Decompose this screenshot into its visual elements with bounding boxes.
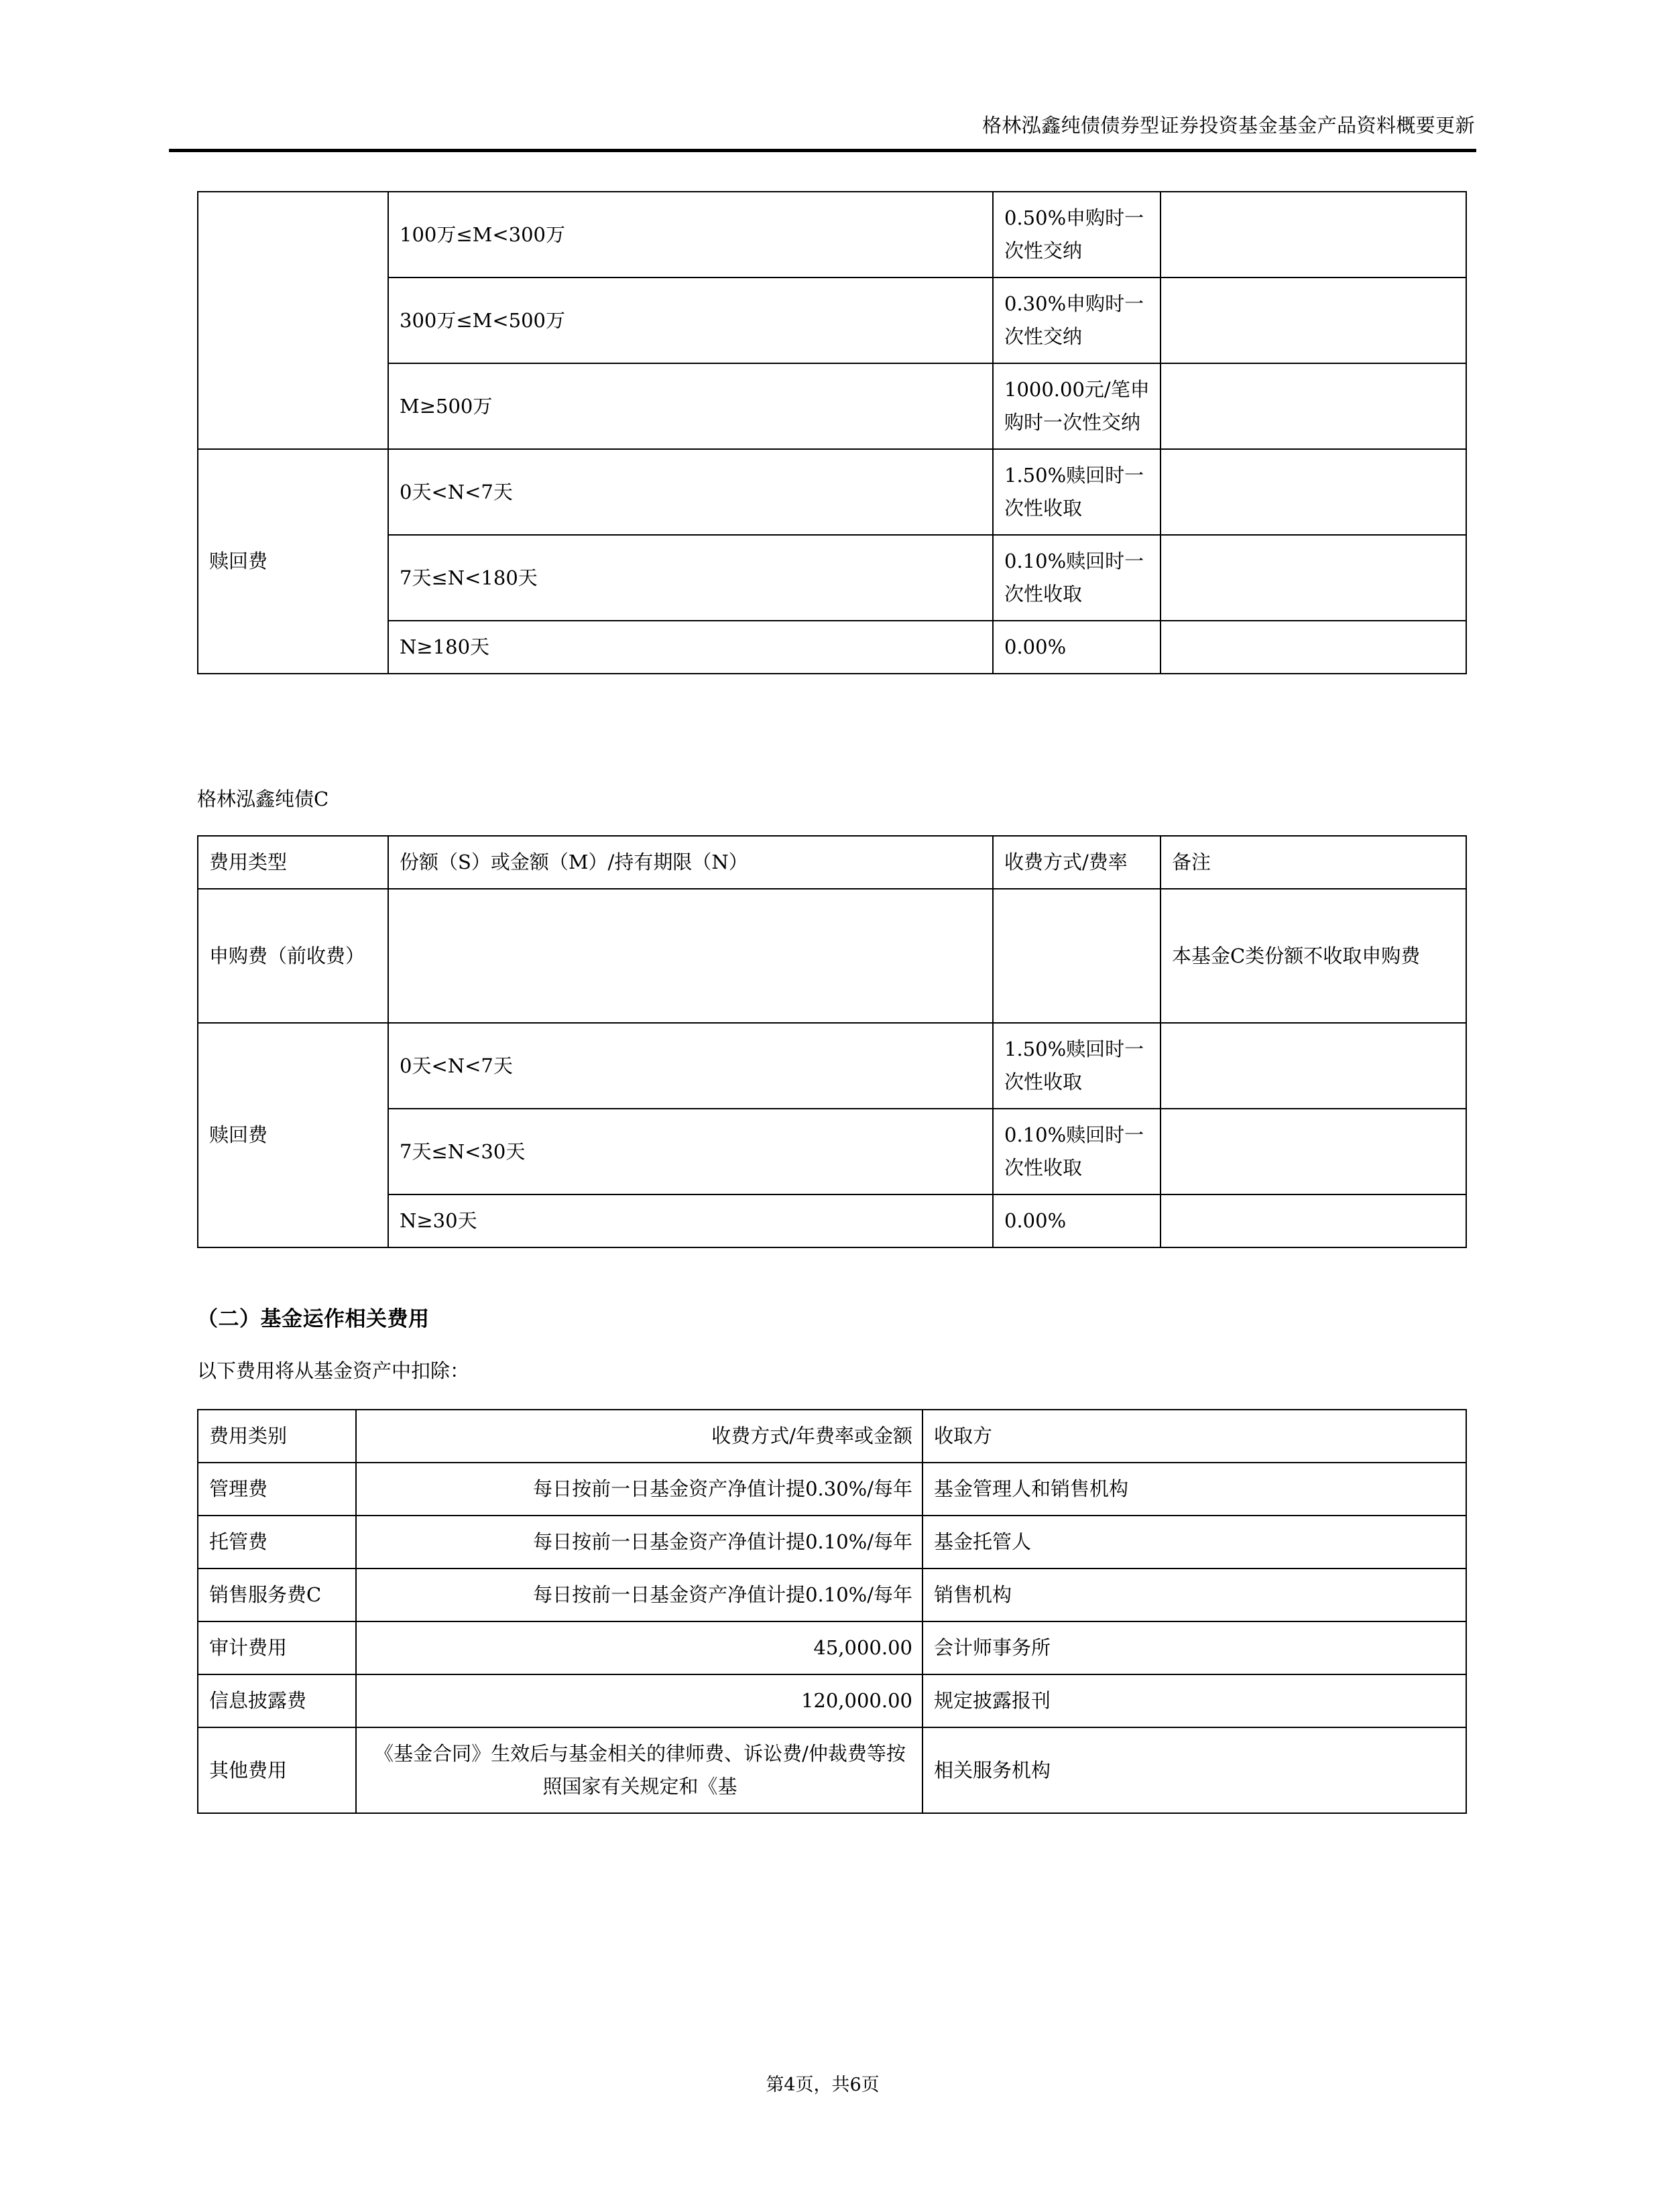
remark-cell: 本基金C类份额不收取申购费	[1161, 889, 1466, 1023]
tier-cell	[388, 889, 993, 1023]
table-row	[198, 192, 1466, 278]
rate-cell: 1000.00元/笔申购时一次性交纳	[993, 363, 1161, 449]
table-row	[198, 1516, 1466, 1569]
method-cell: 每日按前一日基金资产净值计提0.30%/每年	[356, 1463, 923, 1516]
header-fee-type: 费用类型	[198, 836, 388, 889]
rate-cell: 1.50%赎回时一次性收取	[993, 449, 1161, 535]
payee-cell: 销售机构	[923, 1569, 1466, 1621]
remark-cell	[1161, 278, 1466, 363]
rate-cell: 0.00%	[993, 621, 1161, 674]
operating-fee-table-wrap	[197, 1409, 1467, 1814]
tier-cell: 7天≤N<30天	[388, 1109, 993, 1194]
fee-type-cell-redemption: 赎回费	[198, 449, 388, 674]
table-row	[198, 1023, 1466, 1109]
header-rate: 收费方式/费率	[993, 836, 1161, 889]
fee-table-a	[197, 191, 1467, 674]
header-method: 收费方式/年费率或金额	[356, 1410, 923, 1463]
payee-cell: 基金管理人和销售机构	[923, 1463, 1466, 1516]
method-cell: 45,000.00	[356, 1621, 923, 1674]
table-row	[198, 449, 1466, 535]
table-row	[198, 1109, 1466, 1194]
category-cell: 销售服务费C	[198, 1569, 356, 1621]
remark-cell	[1161, 363, 1466, 449]
remark-cell	[1161, 192, 1466, 278]
rate-cell: 0.10%赎回时一次性收取	[993, 1109, 1161, 1194]
table-row	[198, 1674, 1466, 1727]
fee-type-cell-purchase: 申购费（前收费）	[198, 889, 388, 1023]
section-two-lead-text: 以下费用将从基金资产中扣除：	[197, 1359, 470, 1382]
method-cell: 每日按前一日基金资产净值计提0.10%/每年	[356, 1516, 923, 1569]
table-row	[198, 363, 1466, 449]
tier-cell: 100万≤M<300万	[388, 192, 993, 278]
tier-cell: N≥30天	[388, 1194, 993, 1247]
header-payee: 收取方	[923, 1410, 1466, 1463]
tier-cell: 300万≤M<500万	[388, 278, 993, 363]
page-number-footer: 第4页，共6页	[766, 2075, 880, 2095]
rate-cell	[993, 889, 1161, 1023]
table-header-row	[198, 1410, 1466, 1463]
rate-cell: 0.10%赎回时一次性收取	[993, 535, 1161, 621]
rate-cell: 0.00%	[993, 1194, 1161, 1247]
running-header-title: 格林泓鑫纯债债券型证券投资基金基金产品资料概要更新	[981, 114, 1475, 137]
remark-cell	[1161, 449, 1466, 535]
category-cell: 管理费	[198, 1463, 356, 1516]
category-cell: 信息披露费	[198, 1674, 356, 1727]
table-row	[198, 535, 1466, 621]
header-remark: 备注	[1161, 836, 1466, 889]
remark-cell	[1161, 535, 1466, 621]
tier-cell: 0天<N<7天	[388, 1023, 993, 1109]
remark-cell	[1161, 621, 1466, 674]
method-cell: 120,000.00	[356, 1674, 923, 1727]
rate-cell: 0.50%申购时一次性交纳	[993, 192, 1161, 278]
fee-type-cell-redemption: 赎回费	[198, 1023, 388, 1247]
fee-type-cell-purchase	[198, 192, 388, 449]
class-c-label: 格林泓鑫纯债C	[197, 788, 329, 810]
table-row	[198, 1194, 1466, 1247]
header-divider-rule	[169, 149, 1476, 152]
remark-cell	[1161, 1023, 1466, 1109]
table-row	[198, 1463, 1466, 1516]
tier-cell: 7天≤N<180天	[388, 535, 993, 621]
category-cell: 审计费用	[198, 1621, 356, 1674]
rate-cell: 1.50%赎回时一次性收取	[993, 1023, 1161, 1109]
rate-cell: 0.30%申购时一次性交纳	[993, 278, 1161, 363]
payee-cell: 规定披露报刊	[923, 1674, 1466, 1727]
fee-table-class-c	[197, 835, 1467, 1248]
page-content-area	[169, 0, 1476, 2212]
table-header-row	[198, 836, 1466, 889]
table-row	[198, 278, 1466, 363]
header-category: 费用类别	[198, 1410, 356, 1463]
fee-table-c	[197, 835, 1467, 1248]
tier-cell: 0天<N<7天	[388, 449, 993, 535]
tier-cell: N≥180天	[388, 621, 993, 674]
remark-cell	[1161, 1194, 1466, 1247]
payee-cell: 基金托管人	[923, 1516, 1466, 1569]
table-row	[198, 621, 1466, 674]
category-cell: 其他费用	[198, 1727, 356, 1813]
table-row	[198, 889, 1466, 1023]
table-row	[198, 1569, 1466, 1621]
table-row	[198, 1727, 1466, 1813]
remark-cell	[1161, 1109, 1466, 1194]
payee-cell: 会计师事务所	[923, 1621, 1466, 1674]
payee-cell: 相关服务机构	[923, 1727, 1466, 1813]
category-cell: 托管费	[198, 1516, 356, 1569]
tier-cell: M≥500万	[388, 363, 993, 449]
table-row	[198, 1621, 1466, 1674]
method-cell: 每日按前一日基金资产净值计提0.10%/每年	[356, 1569, 923, 1621]
fee-table-a-continued	[197, 191, 1467, 674]
section-heading-two: （二）基金运作相关费用	[197, 1307, 430, 1331]
header-tier: 份额（S）或金额（M）/持有期限（N）	[388, 836, 993, 889]
operating-fee-table	[197, 1409, 1467, 1814]
method-cell: 《基金合同》生效后与基金相关的律师费、诉讼费/仲裁费等按照国家有关规定和《基	[356, 1727, 923, 1813]
running-header	[169, 113, 1476, 152]
